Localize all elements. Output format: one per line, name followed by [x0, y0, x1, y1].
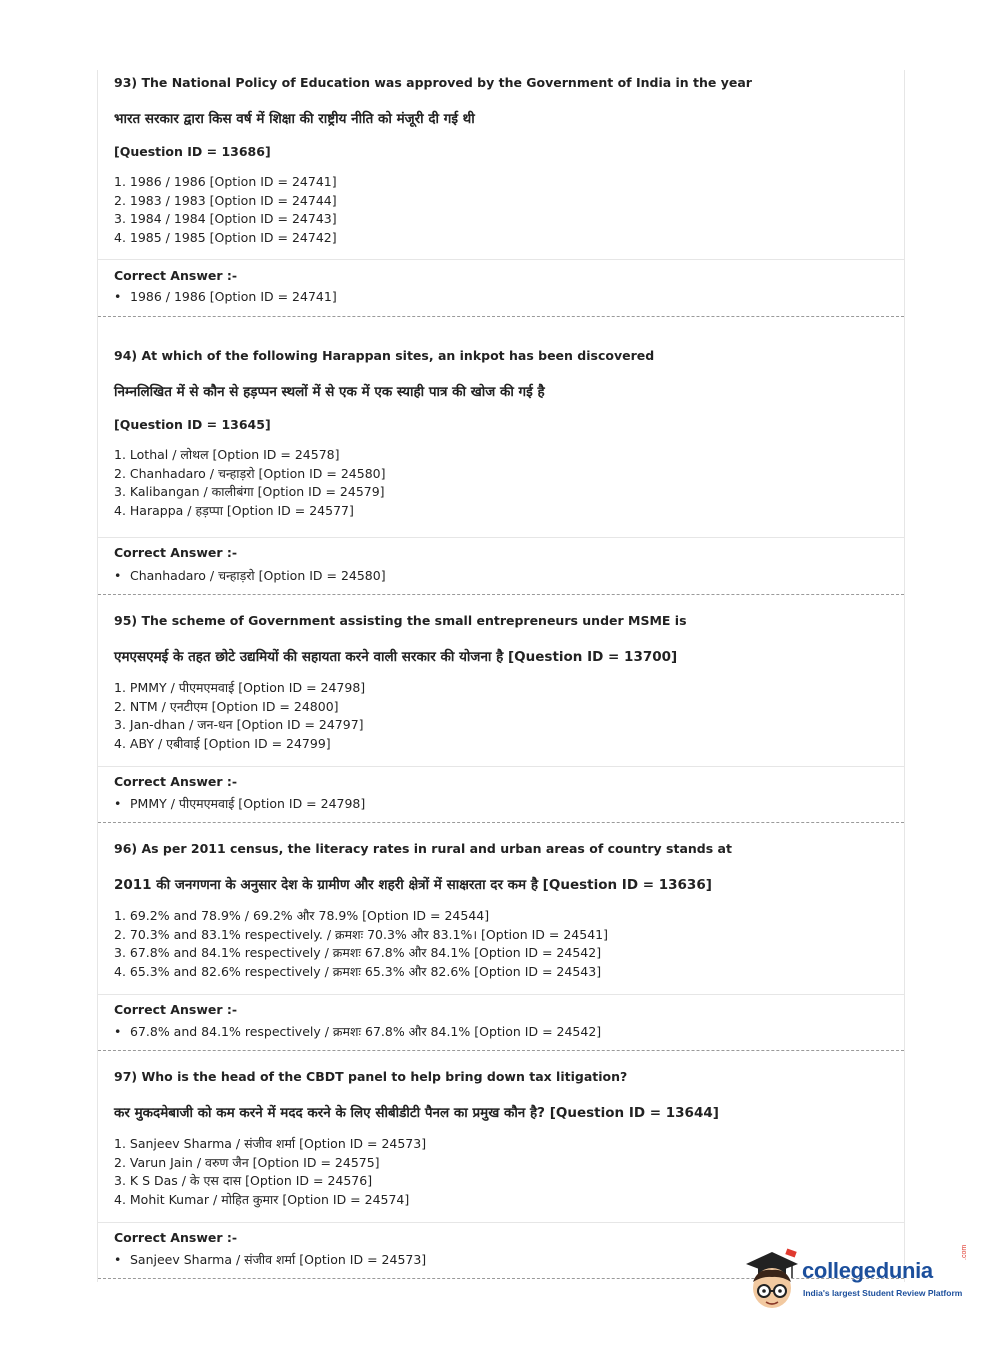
question-hindi: एमएसएमई के तहत छोटे उद्यमियों की सहायता करने वाली सरकार की योजना है [Question ID = 13700]	[114, 649, 678, 665]
question-separator	[98, 594, 904, 595]
options-list	[114, 1135, 426, 1209]
option-item: 1. Lothal / लोथल [Option ID = 24578]	[114, 447, 340, 462]
logo-domain-suffix: .com	[961, 1244, 968, 1260]
question-hindi: 2011 की जनगणना के अनुसार देश के ग्रामीण और शहरी क्षेत्रों में साक्षरता दर कम है [Question ID = 13636]	[114, 877, 712, 893]
correct-answer-text: PMMY / पीएमएमवाई [Option ID = 24798]	[130, 796, 366, 811]
question-hindi: कर मुकदमेबाजी को कम करने में मदद करने के लिए सीबीडीटी पैनल का प्रमुख कौन है? [Question ID = 13644]	[114, 1105, 719, 1121]
mascot-icon	[742, 1246, 802, 1312]
option-item: 3. 1984 / 1984 [Option ID = 24743]	[114, 211, 337, 226]
option-item: 3. Jan-dhan / जन-धन [Option ID = 24797]	[114, 717, 364, 732]
divider	[98, 994, 904, 995]
correct-answer-label: Correct Answer :-	[114, 268, 238, 283]
question-title: 97) Who is the head of the CBDT panel to help bring down tax litigation?	[114, 1069, 628, 1084]
correct-answer-text: Sanjeev Sharma / संजीव शर्मा [Option ID = 24573]	[130, 1252, 427, 1267]
divider	[98, 1222, 904, 1223]
correct-answer-value: • PMMY / पीएमएमवाई [Option ID = 24798]	[114, 796, 366, 811]
option-item: 1. PMMY / पीएमएमवाई [Option ID = 24798]	[114, 680, 366, 695]
option-item: 4. Mohit Kumar / मोहित कुमार [Option ID = 24574]	[114, 1191, 410, 1207]
question-separator	[98, 1050, 904, 1051]
question-separator	[98, 822, 904, 823]
option-item: 4. ABY / एबीवाई [Option ID = 24799]	[114, 735, 331, 751]
correct-answer-label: Correct Answer :-	[114, 545, 238, 560]
question-hindi: भारत सरकार द्वारा किस वर्ष में शिक्षा की राष्ट्रीय नीति को मंजूरी दी गई थी	[114, 111, 475, 127]
option-item: 4. 65.3% and 82.6% respectively / क्रमशः 65.3% और 82.6% [Option ID = 24543]	[114, 963, 602, 979]
divider	[98, 537, 904, 538]
correct-answer-label: Correct Answer :-	[114, 774, 238, 789]
collegedunia-logo[interactable]	[742, 1244, 972, 1314]
options-list	[114, 173, 337, 247]
divider	[98, 259, 904, 260]
question-title: 93) The National Policy of Education was approved by the Government of India in the year	[114, 75, 752, 90]
correct-answer-label: Correct Answer :-	[114, 1230, 238, 1245]
correct-answer-value: • Chanhadaro / चन्हाड़रो [Option ID = 24580]	[114, 568, 386, 583]
correct-answer-text: 67.8% and 84.1% respectively / क्रमशः 67.8% और 84.1% [Option ID = 24542]	[130, 1024, 602, 1039]
question-hindi: निम्नलिखित में से कौन से हड़प्पन स्थलों में से एक में एक स्याही पात्र की खोज की गई है	[114, 384, 545, 400]
option-item: 1. Sanjeev Sharma / संजीव शर्मा [Option ID = 24573]	[114, 1136, 427, 1151]
option-item: 2. 70.3% and 83.1% respectively. / क्रमशः 70.3% और 83.1%। [Option ID = 24541]	[114, 926, 608, 942]
option-item: 3. K S Das / के एस दास [Option ID = 24576]	[114, 1173, 373, 1188]
option-item: 2. Varun Jain / वरुण जैन [Option ID = 24575]	[114, 1154, 380, 1170]
option-item: 2. 1983 / 1983 [Option ID = 24744]	[114, 192, 337, 208]
question-id: [Question ID = 13645]	[114, 417, 271, 432]
option-item: 1. 69.2% and 78.9% / 69.2% और 78.9% [Option ID = 24544]	[114, 908, 490, 923]
question-id: [Question ID = 13686]	[114, 144, 271, 159]
options-list	[114, 679, 365, 753]
logo-tagline: India's largest Student Review Platform	[803, 1288, 963, 1298]
option-item: 3. Kalibangan / कालीबंगा [Option ID = 24579]	[114, 484, 385, 499]
options-list	[114, 907, 608, 981]
option-item: 4. 1985 / 1985 [Option ID = 24742]	[114, 229, 337, 245]
option-item: 2. NTM / एनटीएम [Option ID = 24800]	[114, 698, 339, 714]
question-title: 96) As per 2011 census, the literacy rates in rural and urban areas of country stands at	[114, 841, 732, 856]
logo-wordmark: collegedunia	[802, 1258, 933, 1283]
question-separator	[98, 316, 904, 317]
correct-answer-label: Correct Answer :-	[114, 1002, 238, 1017]
question-title: 95) The scheme of Government assisting the small entrepreneurs under MSME is	[114, 613, 687, 628]
option-item: 1. 1986 / 1986 [Option ID = 24741]	[114, 174, 337, 189]
question-paper-page	[97, 70, 905, 1282]
option-item: 2. Chanhadaro / चन्हाड़रो [Option ID = 24580]	[114, 465, 386, 481]
correct-answer-value: • 1986 / 1986 [Option ID = 24741]	[114, 289, 337, 304]
correct-answer-value: • Sanjeev Sharma / संजीव शर्मा [Option ID = 24573]	[114, 1252, 427, 1267]
option-item: 3. 67.8% and 84.1% respectively / क्रमशः 67.8% और 84.1% [Option ID = 24542]	[114, 945, 602, 960]
correct-answer-text: Chanhadaro / चन्हाड़रो [Option ID = 24580]	[130, 568, 386, 583]
question-title: 94) At which of the following Harappan sites, an inkpot has been discovered	[114, 348, 655, 363]
correct-answer-text: 1986 / 1986 [Option ID = 24741]	[130, 289, 337, 304]
divider	[98, 766, 904, 767]
correct-answer-value: • 67.8% and 84.1% respectively / क्रमशः 67.8% और 84.1% [Option ID = 24542]	[114, 1024, 602, 1039]
option-item: 4. Harappa / हड़प्पा [Option ID = 24577]	[114, 502, 354, 518]
options-list	[114, 446, 385, 520]
